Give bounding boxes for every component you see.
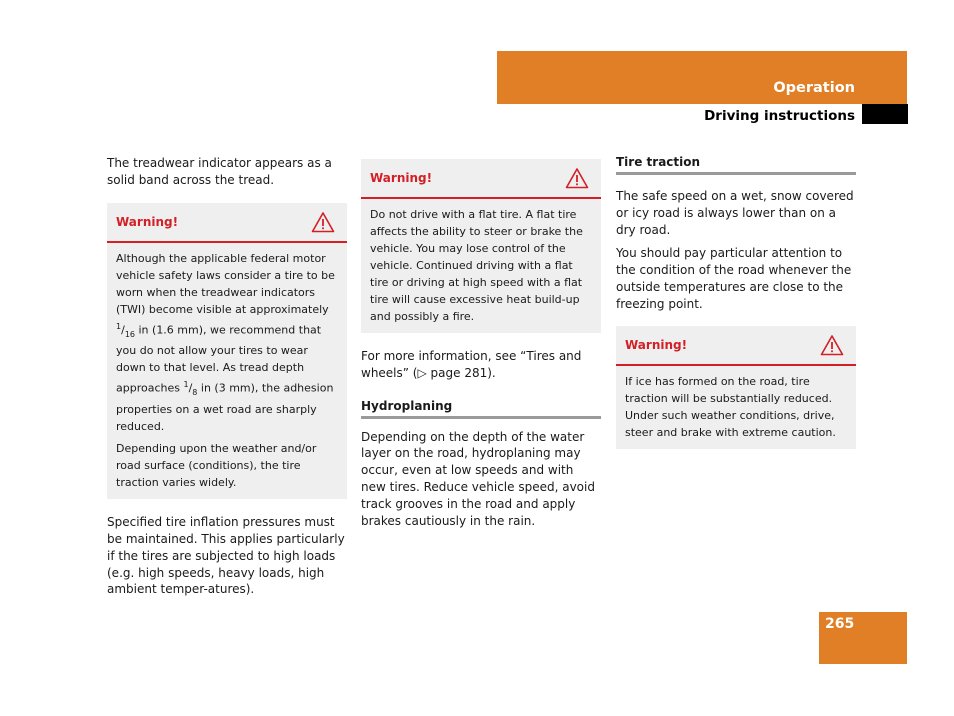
- warning-box-treadwear: [107, 203, 347, 500]
- column-1: [107, 155, 347, 598]
- traction-paragraph-2: You should pay particular attention to the condition of the road whenever the outside temperatures are close to the freezing point.: [616, 246, 852, 311]
- warning-body: [616, 366, 856, 449]
- header-tab-marker: [862, 104, 908, 124]
- page-reference-arrow-icon: ▷: [417, 365, 427, 380]
- column-3: [616, 155, 856, 449]
- fraction-slash: /: [121, 323, 125, 337]
- fraction-denominator: 16: [124, 329, 135, 339]
- treadwear-intro: The treadwear indicator appears as a solid band across the tread.: [107, 156, 332, 187]
- warning-title: Warning!: [625, 337, 688, 352]
- warning-text: Although the applicable federal motor vehicle safety laws consider a tire to be worn when the treadwear indicators (TWI) become visible at approximately: [116, 251, 335, 316]
- fraction-denominator: 8: [192, 388, 198, 398]
- warning-body: [361, 199, 601, 333]
- hydroplaning-text: Depending on the depth of the water layer on the road, hydroplaning may occur, even at low speeds and with new tires. Reduce vehicle speed, avoid track grooves in the road and apply brakes cautiously in the rain.: [361, 429, 595, 528]
- warning-header: [107, 203, 347, 243]
- warning-triangle-icon: [820, 334, 844, 356]
- page-number: 265: [825, 616, 855, 632]
- column-2: [361, 159, 601, 529]
- fraction-numerator: 1: [116, 321, 122, 331]
- warning-text: in (3 mm), the adhesion properties on a wet road are sharply reduced.: [116, 382, 334, 434]
- tire-traction-heading: Tire traction: [616, 155, 856, 175]
- warning-body: [107, 243, 347, 500]
- fraction-slash: /: [188, 382, 193, 396]
- section-title: Operation: [773, 80, 855, 96]
- header-bar: [497, 51, 907, 104]
- warning-header: [361, 159, 601, 199]
- warning-title: Warning!: [370, 171, 433, 185]
- warning-box-flat-tire: [361, 159, 601, 333]
- inflation-pressures-text: Specified tire inflation pressures must be maintained. This applies particularly if the tires are subjected to high loads (e.g. high speeds, heavy loads, high ambient temper-atures).: [107, 515, 345, 597]
- warning-paragraph: Depending upon the weather and/or road surface (conditions), the tire traction varies widely.: [116, 442, 317, 490]
- warning-triangle-icon: [565, 167, 589, 189]
- hydroplaning-heading: Hydroplaning: [361, 399, 601, 419]
- warning-box-ice: [616, 326, 856, 449]
- warning-paragraph: [116, 250, 338, 436]
- warning-text: in (1.6 mm), we recommend that you do not allow your tires to wear down to that level. As tread depth approaches: [116, 323, 322, 396]
- traction-paragraph-1: The safe speed on a wet, snow covered or icy road is always lower than on a dry road.: [616, 189, 854, 237]
- warning-paragraph: Do not drive with a flat tire. A flat tire affects the ability to steer or brake the vehicle. You may lose control of the vehicle. Continued driving with a flat tire or driving at high speed with a flat tire will cause excessive heat build-up and possibly a fire.: [370, 208, 583, 323]
- subsection-title: Driving instructions: [704, 108, 855, 124]
- warning-triangle-icon: [311, 211, 335, 233]
- warning-header: [616, 326, 856, 366]
- warning-paragraph: If ice has formed on the road, tire traction will be substantially reduced. Under such weather conditions, drive, steer and brake with extreme caution.: [625, 374, 836, 439]
- more-info-text: [361, 348, 601, 382]
- more-info-suffix[interactable]: page 281).: [426, 365, 496, 380]
- fraction-numerator: 1: [183, 380, 189, 390]
- warning-title: Warning!: [116, 214, 179, 229]
- more-info-prefix: For more information, see “Tires and wheels” (: [361, 349, 582, 380]
